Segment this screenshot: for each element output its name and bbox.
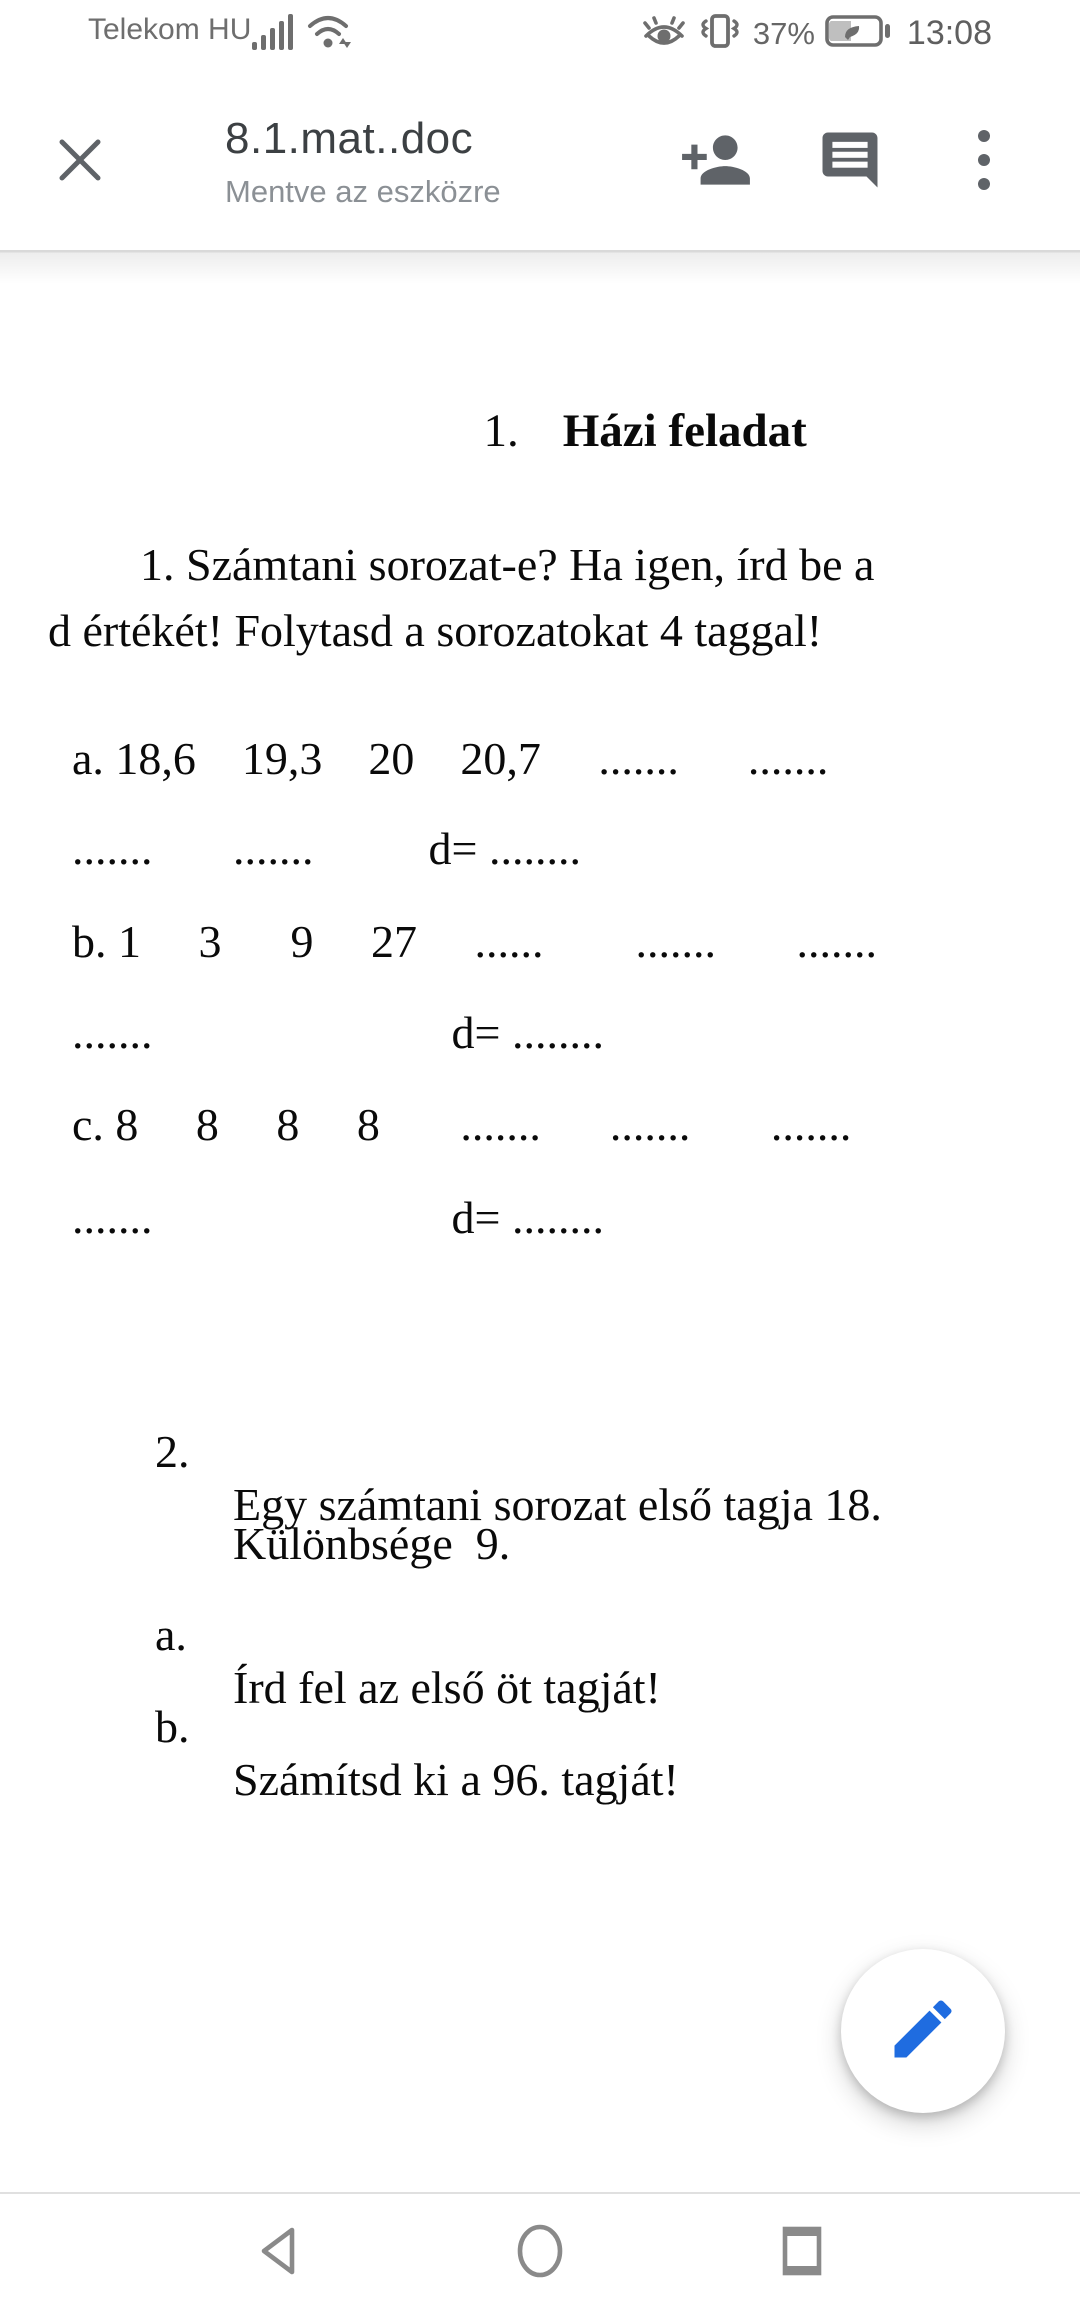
- app-bar-divider: [0, 250, 1080, 284]
- doc-save-status: Mentve az eszközre: [225, 174, 501, 209]
- problem2-item-b-marker: b.: [155, 1701, 190, 1752]
- problem2-item-a-marker: a.: [155, 1609, 187, 1660]
- overflow-menu-button[interactable]: [948, 124, 1020, 200]
- sequence-b-line: b. 1 3 9 27 ...... ....... .......: [72, 916, 877, 967]
- heading-number: 1.: [483, 405, 519, 457]
- sequence-b-answer-line: ....... d= ........: [72, 1007, 604, 1058]
- status-bar: [0, 0, 1080, 62]
- problem2-item-b: b. Számítsd ki a 96. tagját!: [155, 1701, 679, 1805]
- nav-back-button[interactable]: [230, 2205, 326, 2301]
- recents-square-icon: [779, 2222, 825, 2285]
- heading-title: Házi feladat: [562, 405, 807, 457]
- doc-heading: [413, 350, 807, 512]
- clock: 13:08: [906, 14, 992, 52]
- person-add-icon: [679, 123, 753, 202]
- document-page[interactable]: [0, 284, 1080, 2190]
- sequence-c-answer-line: ....... d= ........: [72, 1192, 604, 1243]
- edit-pencil-icon: [885, 1991, 961, 2072]
- problem2-item-a: a. Írd fel az első öt tagját!: [155, 1609, 661, 1713]
- nav-home-button[interactable]: [492, 2205, 588, 2301]
- comments-button[interactable]: [814, 124, 886, 200]
- title-block: [225, 114, 501, 210]
- close-button[interactable]: [48, 130, 112, 194]
- carrier-label: Telekom HU: [88, 13, 252, 46]
- doc-title: 8.1.mat..doc: [225, 114, 474, 163]
- signal-strength-icon: [252, 12, 296, 57]
- add-people-button[interactable]: [680, 124, 752, 200]
- wifi-icon: [306, 12, 356, 57]
- overflow-dots-icon: [977, 129, 991, 196]
- vibrate-icon: [697, 8, 743, 59]
- close-icon: [54, 134, 106, 191]
- back-triangle-icon: [254, 2224, 302, 2283]
- sequence-a-answer-line: ....... ....... d= ........: [72, 823, 581, 874]
- sequence-a-line: a. 18,6 19,3 20 20,7 ....... .......: [72, 733, 829, 784]
- navigation-bar: [0, 2192, 1080, 2312]
- problem2-number: 2.: [155, 1426, 190, 1477]
- problem1-intro-line1: 1. Számtani sorozat-e? Ha igen, írd be a: [140, 539, 875, 590]
- problem2-line2: Különbsége 9.: [233, 1518, 511, 1569]
- sequence-c-line: c. 8 8 8 8 ....... ....... .......: [72, 1099, 852, 1150]
- problem1-intro-line2: d értékét! Folytasd a sorozatokat 4 taggal!: [48, 605, 823, 656]
- battery-percent: 37%: [752, 15, 815, 51]
- edit-fab-button[interactable]: [841, 1949, 1005, 2113]
- app-bar: [0, 62, 1080, 250]
- eye-comfort-icon: [641, 10, 687, 57]
- comment-icon: [817, 127, 883, 198]
- problem2-line1: 2. Egy számtani sorozat első tagja 18.: [155, 1426, 882, 1530]
- battery-icon: [825, 11, 893, 56]
- nav-recents-button[interactable]: [754, 2205, 850, 2301]
- home-circle-icon: [514, 2222, 566, 2285]
